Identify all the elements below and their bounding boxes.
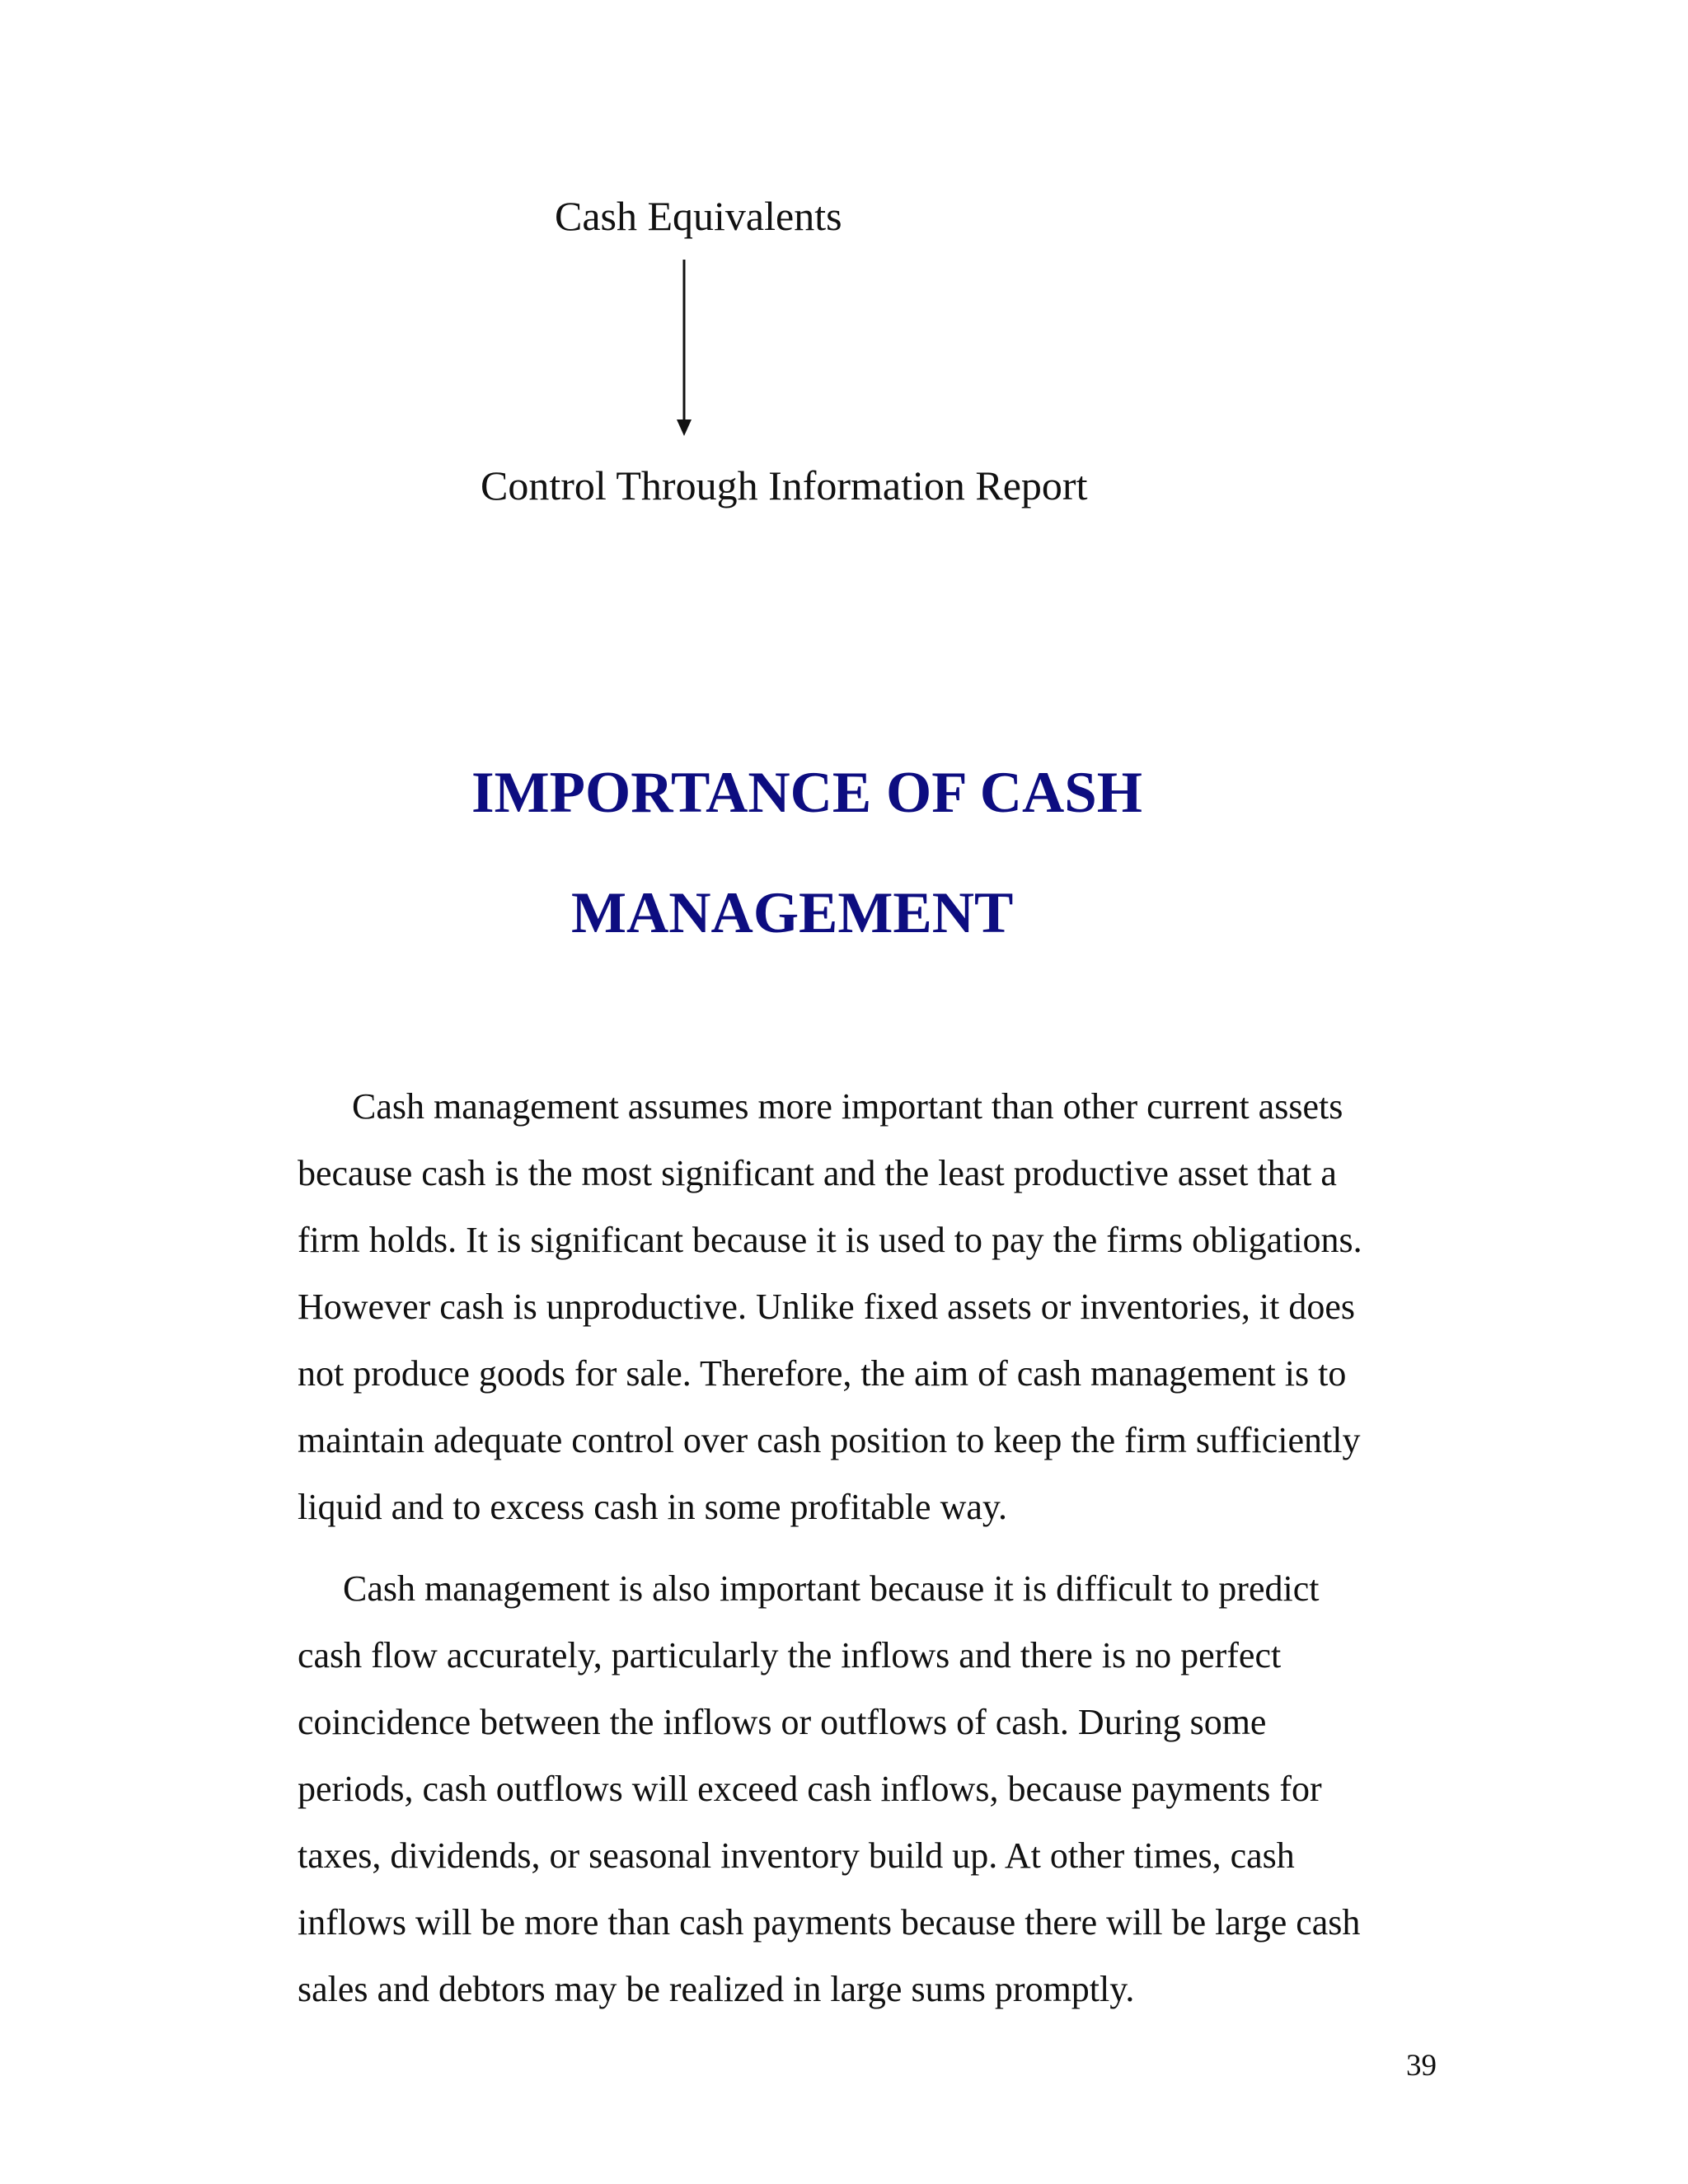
paragraph-line: However cash is unproductive. Unlike fixed assets or inventories, it does xyxy=(298,1286,1356,1327)
paragraph-line: periods, cash outflows will exceed cash inflows, because payments for xyxy=(298,1769,1322,1809)
flow-label-cash-equivalents: Cash Equivalents xyxy=(555,193,842,239)
paragraph-line: firm holds. It is significant because it is used to pay the firms obligations. xyxy=(298,1220,1362,1260)
paragraph-line: because cash is the most significant and the least productive asset that a xyxy=(298,1153,1337,1193)
section-heading-line-1: IMPORTANCE OF CASH xyxy=(471,761,1143,825)
down-arrow-icon xyxy=(674,260,694,436)
paragraph-line: Cash management assumes more important than other current assets xyxy=(298,1086,1343,1127)
paragraph-line: coincidence between the inflows or outflows of cash. During some xyxy=(298,1702,1267,1742)
paragraph-line: taxes, dividends, or seasonal inventory build up. At other times, cash xyxy=(298,1835,1295,1876)
paragraph-line: maintain adequate control over cash position to keep the firm sufficiently xyxy=(298,1420,1361,1460)
paragraph-line: Cash management is also important because it is difficult to predict xyxy=(298,1568,1320,1609)
paragraph-importance xyxy=(298,1073,1435,1540)
paragraph-line: sales and debtors may be realized in large sums promptly. xyxy=(298,1969,1135,2009)
section-heading-line-2: MANAGEMENT xyxy=(571,881,1014,945)
paragraph-line: cash flow accurately, particularly the inflows and there is no perfect xyxy=(298,1635,1282,1675)
paragraph-line: inflows will be more than cash payments because there will be large cash xyxy=(298,1902,1361,1943)
paragraph-prediction xyxy=(298,1555,1435,2022)
page-number: 39 xyxy=(1406,2049,1437,2083)
paragraph-line: not produce goods for sale. Therefore, the aim of cash management is to xyxy=(298,1353,1347,1394)
paragraph-line: liquid and to excess cash in some profitable way. xyxy=(298,1487,1008,1527)
flow-label-control-report: Control Through Information Report xyxy=(481,462,1088,509)
